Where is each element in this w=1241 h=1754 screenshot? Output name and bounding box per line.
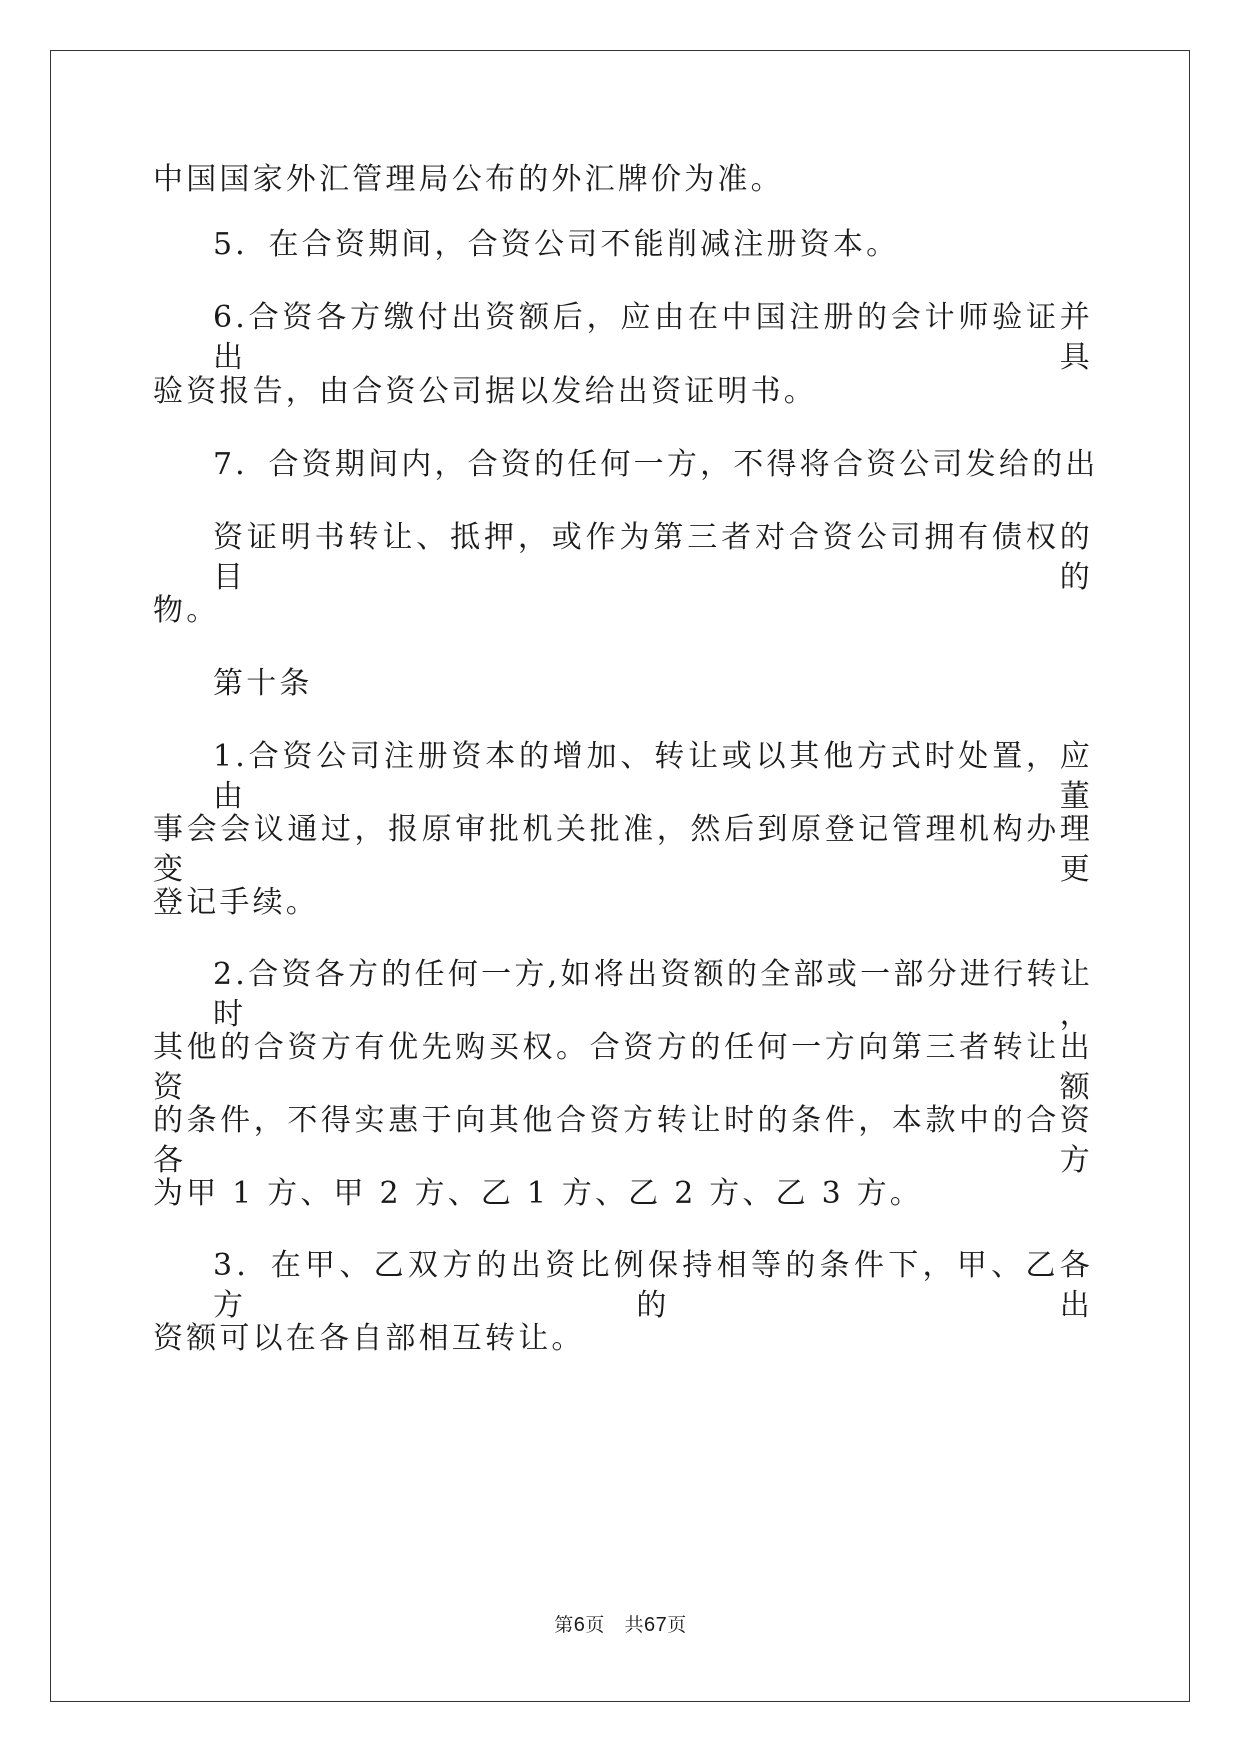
page-prefix: 第 <box>554 1614 574 1636</box>
text-line: 验资报告，由合资公司据以发给出资证明书。 <box>153 374 817 409</box>
text-line: 为甲 1 方、甲 2 方、乙 1 方、乙 2 方、乙 3 方。 <box>153 1176 923 1211</box>
text-line: 物。 <box>153 593 220 628</box>
total-prefix: 共 <box>624 1614 645 1636</box>
clause-item-7: 7．合资期间内，合资的任何一方，不得将合资公司发给的出 <box>213 447 1099 482</box>
text-line: 资证明书转让、抵押，或作为第三者对合资公司拥有债权的目的 <box>213 520 1093 595</box>
article-item-2: 2.合资各方的任何一方,如将出资额的全部或一部分进行转让时， <box>213 957 1093 1032</box>
text-line-continuation: 中国国家外汇管理局公布的外汇牌价为准。 <box>153 162 784 197</box>
page-footer <box>0 1612 1241 1638</box>
clause-item-5: 5．在合资期间，合资公司不能削减注册资本。 <box>213 227 900 262</box>
page-number: 6 <box>573 1614 586 1636</box>
article-heading: 第十条 <box>213 666 313 701</box>
total-pages: 67 <box>644 1614 668 1636</box>
text-line: 资额可以在各自部相互转让。 <box>153 1321 585 1356</box>
text-line: 其他的合资方有优先购买权。合资方的任何一方向第三者转让出资额 <box>153 1030 1093 1105</box>
text-line: 事会会议通过，报原审批机关批准，然后到原登记管理机构办理变更 <box>153 812 1093 887</box>
total-suffix: 页 <box>667 1614 687 1636</box>
text-line: 的条件，不得实惠于向其他合资方转让时的条件，本款中的合资各方 <box>153 1103 1093 1178</box>
text-line: 登记手续。 <box>153 885 319 920</box>
clause-item-6: 6.合资各方缴付出资额后，应由在中国注册的会计师验证并出具 <box>213 300 1093 375</box>
article-item-1: 1.合资公司注册资本的增加、转让或以其他方式时处置，应由董 <box>213 739 1093 814</box>
article-item-3: 3．在甲、乙双方的出资比例保持相等的条件下，甲、乙各方的出 <box>213 1248 1093 1323</box>
page-suffix: 页 <box>585 1614 605 1636</box>
